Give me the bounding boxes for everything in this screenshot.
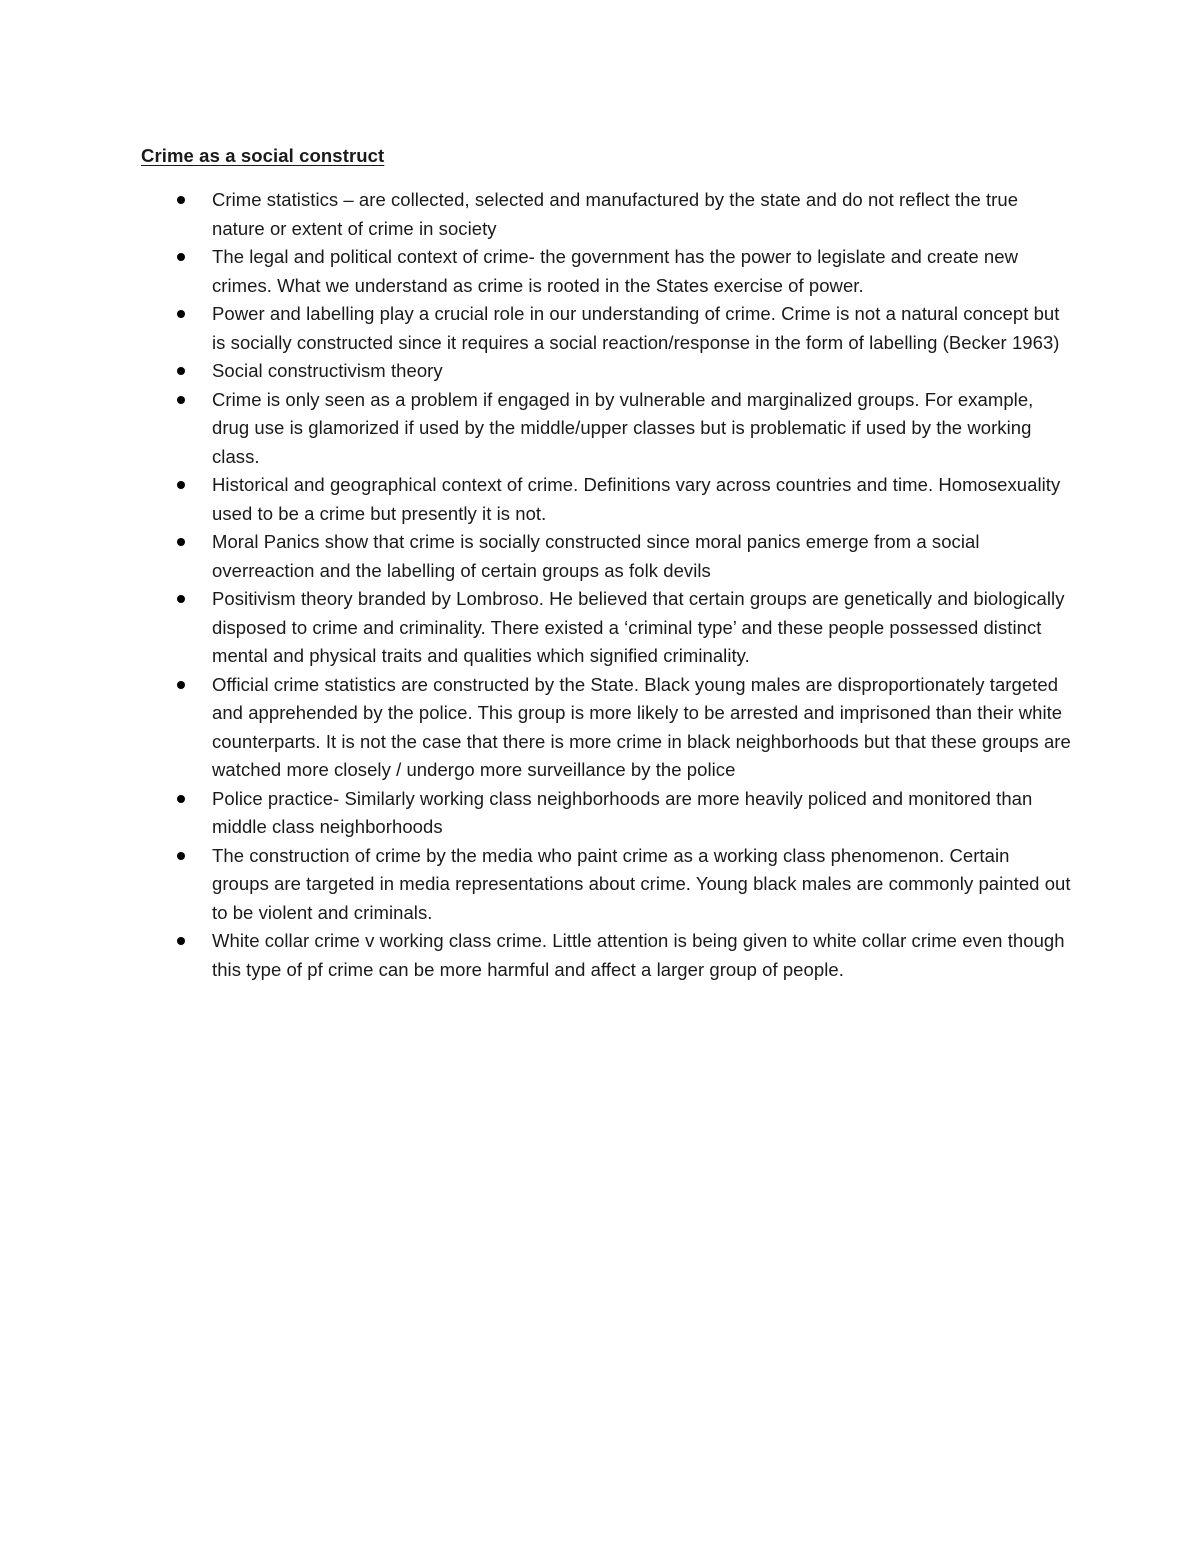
- bullet-icon: [177, 852, 185, 860]
- bullet-list: [141, 186, 1071, 984]
- list-item-text: Crime is only seen as a problem if engaged in by vulnerable and marginalized groups. For example, drug use is glamorized if used by the middle/upper classes but is problematic if used by the working class.: [212, 388, 1034, 467]
- list-item: [141, 357, 1071, 386]
- list-item-text: White collar crime v working class crime. Little attention is being given to white collar crime even though this type of pf crime can be more harmful and affect a larger group of people.: [212, 930, 1065, 980]
- bullet-icon: [177, 481, 185, 489]
- list-item-text: The legal and political context of crime- the government has the power to legislate and create new crimes. What we understand as crime is rooted in the States exercise of power.: [212, 246, 1018, 296]
- list-item-text: Social constructivism theory: [212, 360, 443, 381]
- list-item: [141, 243, 1071, 300]
- list-item: [141, 528, 1071, 585]
- document-title: Crime as a social construct: [141, 145, 385, 166]
- list-item-text: Crime statistics – are collected, selected and manufactured by the state and do not reflect the true nature or extent of crime in society: [212, 189, 1019, 239]
- list-item: [141, 671, 1071, 785]
- list-item-text: Power and labelling play a crucial role in our understanding of crime. Crime is not a natural concept but is socially constructed since it requires a social reaction/response in the form of labelling (Becker 1963): [212, 303, 1060, 353]
- list-item: [141, 785, 1071, 842]
- bullet-icon: [177, 367, 185, 375]
- bullet-icon: [177, 396, 185, 404]
- bullet-icon: [177, 196, 185, 204]
- list-item-text: Official crime statistics are constructed by the State. Black young males are disproportionately targeted and apprehended by the police. This group is more likely to be arrested and imprisoned than their white counterparts. It is not the case that there is more crime in black neighborhoods but that these groups are watched more closely / undergo more surveillance by the police: [212, 673, 1071, 780]
- list-item: [141, 927, 1071, 984]
- list-item: [141, 842, 1071, 928]
- list-item-text: The construction of crime by the media who paint crime as a working class phenomenon. Certain groups are targeted in media representations about crime. Young black males are commonly painted out to be violent and criminals.: [212, 844, 1071, 923]
- list-item-text: Moral Panics show that crime is socially constructed since moral panics emerge from a social overreaction and the labelling of certain groups as folk devils: [212, 531, 980, 581]
- list-item: [141, 300, 1071, 357]
- list-item-text: Positivism theory branded by Lombroso. He believed that certain groups are genetically and biologically disposed to crime and criminality. There existed a ‘criminal type’ and these people possessed distinct mental and physical traits and qualities which signified criminality.: [212, 588, 1065, 666]
- bullet-icon: [177, 681, 185, 689]
- list-item: [141, 386, 1071, 472]
- bullet-icon: [177, 937, 185, 945]
- bullet-icon: [177, 253, 185, 261]
- bullet-icon: [177, 538, 185, 546]
- list-item-text: Historical and geographical context of crime. Definitions vary across countries and time. Homosexuality used to be a crime but presently it is not.: [212, 474, 1061, 524]
- bullet-icon: [177, 795, 185, 803]
- list-item: [141, 471, 1071, 528]
- list-item: [141, 585, 1071, 671]
- bullet-icon: [177, 595, 185, 603]
- list-item: [141, 186, 1071, 243]
- bullet-icon: [177, 310, 185, 318]
- list-item-text: Police practice- Similarly working class neighborhoods are more heavily policed and monitored than middle class neighborhoods: [212, 787, 1033, 837]
